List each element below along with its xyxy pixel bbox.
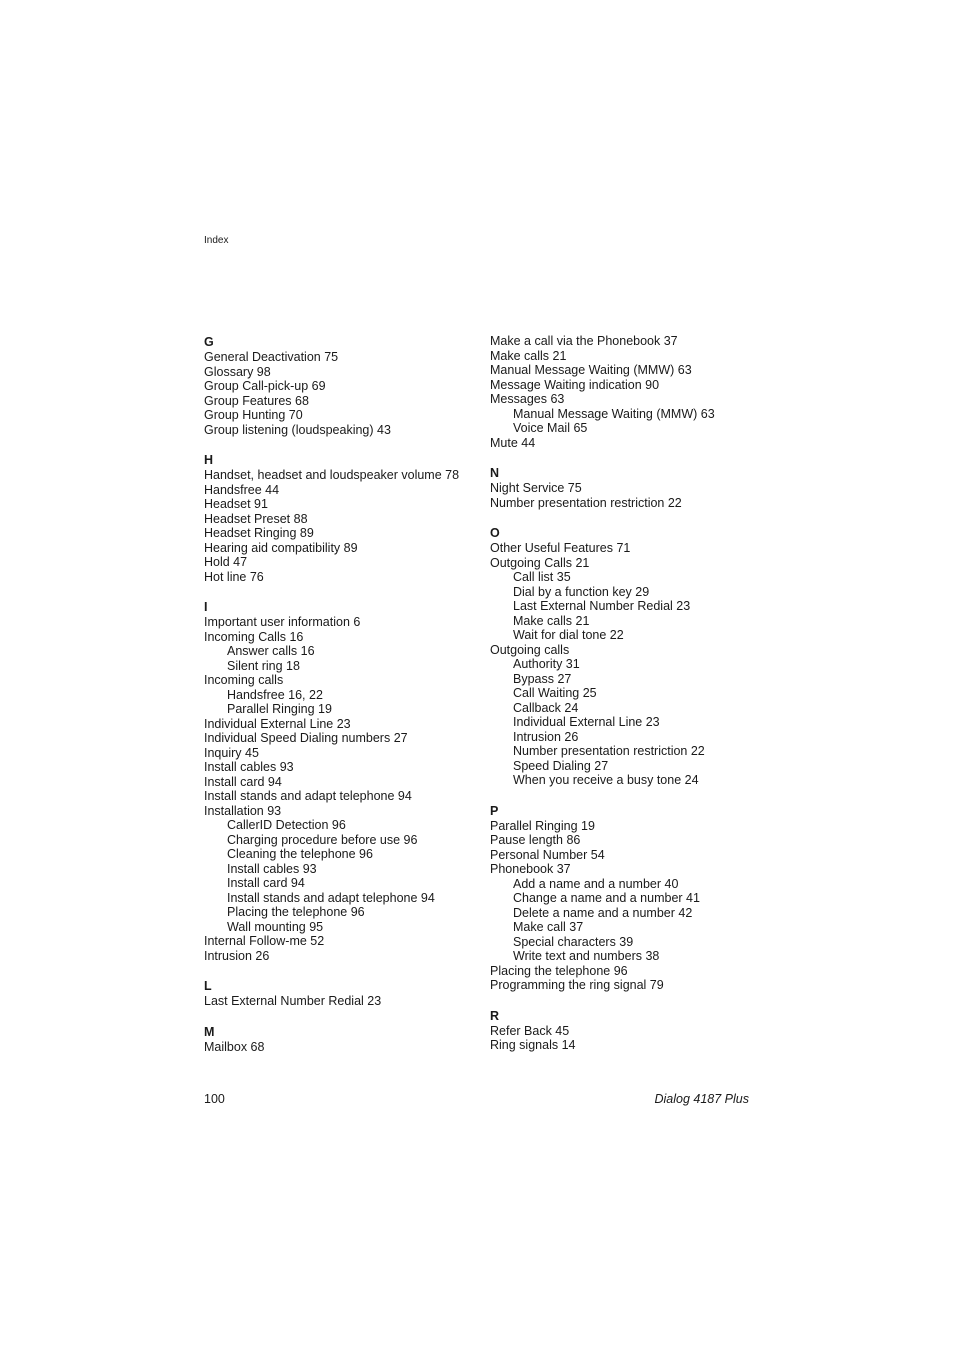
index-entry: Installation 93 [204, 803, 282, 818]
index-entry: Messages 63 [490, 392, 565, 406]
index-entry: Individual External Line 23 [204, 716, 351, 731]
index-entry: Incoming calls [204, 673, 284, 687]
index-subentry: Speed Dialing 27 [513, 758, 609, 773]
index-subentry: Install stands and adapt telephone 94 [227, 890, 435, 905]
index-subentry: When you receive a busy tone 24 [513, 773, 699, 787]
index-entry: Headset 91 [204, 497, 268, 511]
index-subentry: Write text and numbers 38 [513, 949, 660, 963]
index-section [204, 978, 484, 1009]
index-entry: Inquiry 45 [204, 745, 259, 760]
index-subentry: Install card 94 [227, 876, 305, 890]
index-subentry: Bypass 27 [513, 671, 572, 686]
index-entry: Install cables 93 [204, 760, 294, 774]
section-letter: R [490, 1008, 500, 1023]
index-column-right [490, 334, 770, 1068]
index-entry: Make calls 21 [490, 348, 567, 363]
index-entry: Placing the telephone 96 [490, 963, 628, 978]
index-entry: Group Call-pick-up 69 [204, 379, 326, 393]
index-subentry: Individual External Line 23 [513, 715, 660, 729]
index-section [490, 334, 770, 450]
index-subentry: CallerID Detection 96 [227, 818, 346, 832]
index-entry: Refer Back 45 [490, 1023, 570, 1038]
index-entry: Handsfree 44 [204, 482, 280, 497]
index-column-left [204, 334, 484, 1069]
page-number: 100 [204, 1092, 225, 1106]
index-subentry: Manual Message Waiting (MMW) 63 [513, 406, 715, 421]
index-subentry: Special characters 39 [513, 934, 634, 949]
index-subentry: Number presentation restriction 22 [513, 744, 705, 758]
index-subentry: Dial by a function key 29 [513, 584, 650, 599]
running-header: Index [204, 235, 229, 246]
index-subentry: Authority 31 [513, 657, 580, 671]
index-entry: Hearing aid compatibility 89 [204, 540, 358, 555]
index-entry: Group Features 68 [204, 393, 309, 408]
index-entry: Mute 44 [490, 435, 536, 450]
index-entry: Individual Speed Dialing numbers 27 [204, 731, 408, 745]
index-entry: Parallel Ringing 19 [490, 818, 595, 833]
index-subentry: Placing the telephone 96 [227, 905, 365, 919]
index-entry: Intrusion 26 [204, 948, 270, 963]
index-entry: Pause length 86 [490, 833, 581, 847]
index-subentry: Callback 24 [513, 700, 579, 715]
index-entry: Other Useful Features 71 [490, 541, 631, 555]
product-title: Dialog 4187 Plus [654, 1092, 749, 1106]
index-subentry: Answer calls 16 [227, 644, 315, 658]
index-entry: Install card 94 [204, 774, 282, 789]
index-entry: Headset Preset 88 [204, 511, 308, 526]
index-subentry: Add a name and a number 40 [513, 876, 679, 891]
section-letter: L [204, 979, 212, 993]
index-entry: Manual Message Waiting (MMW) 63 [490, 363, 692, 377]
index-subentry: Call Waiting 25 [513, 686, 597, 700]
index-entry: Group Hunting 70 [204, 408, 303, 422]
index-subentry: Make call 37 [513, 920, 584, 934]
index-entry: Mailbox 68 [204, 1039, 265, 1054]
index-section [204, 1024, 484, 1055]
index-section [204, 452, 484, 584]
index-entry: Incoming Calls 16 [204, 629, 304, 644]
section-letter: G [204, 335, 214, 349]
index-entry: Group listening (loudspeaking) 43 [204, 422, 391, 437]
section-letter: N [490, 466, 500, 480]
index-entry: Outgoing calls [490, 642, 570, 657]
index-entry: Night Service 75 [490, 481, 582, 495]
section-letter: H [204, 453, 214, 467]
index-entry: Ring signals 14 [490, 1038, 576, 1052]
index-entry: Internal Follow-me 52 [204, 934, 325, 948]
index-subentry: Change a name and a number 41 [513, 891, 700, 905]
index-entry: Hold 47 [204, 555, 248, 569]
index-subentry: Make calls 21 [513, 613, 590, 628]
index-subentry: Last External Number Redial 23 [513, 599, 691, 613]
index-section [490, 1008, 770, 1053]
index-subentry: Parallel Ringing 19 [227, 702, 332, 716]
index-section [490, 465, 770, 510]
index-subentry: Handsfree 16, 22 [227, 687, 323, 702]
index-subentry: Silent ring 18 [227, 658, 300, 673]
index-section [490, 525, 770, 788]
index-entry: Phonebook 37 [490, 862, 571, 876]
index-subentry: Voice Mail 65 [513, 421, 588, 435]
index-entry: Glossary 98 [204, 364, 271, 379]
index-subentry: Charging procedure before use 96 [227, 832, 418, 847]
index-section [204, 334, 484, 437]
index-entry: Handset, headset and loudspeaker volume 78 [204, 468, 460, 482]
index-subentry: Intrusion 26 [513, 729, 579, 744]
index-entry: Important user information 6 [204, 615, 361, 629]
index-entry: Outgoing Calls 21 [490, 555, 590, 570]
section-letter: O [490, 526, 500, 540]
index-entry: Make a call via the Phonebook 37 [490, 334, 678, 348]
index-subentry: Wait for dial tone 22 [513, 628, 624, 642]
index-section [204, 599, 484, 963]
index-entry: Personal Number 54 [490, 847, 605, 862]
index-entry: General Deactivation 75 [204, 350, 339, 364]
index-section [490, 803, 770, 993]
index-subentry: Install cables 93 [227, 861, 317, 876]
index-subentry: Call list 35 [513, 570, 571, 584]
index-entry: Hot line 76 [204, 569, 264, 584]
index-entry: Number presentation restriction 22 [490, 495, 682, 510]
index-entry: Install stands and adapt telephone 94 [204, 789, 412, 803]
index-subentry: Wall mounting 95 [227, 919, 324, 934]
section-letter: M [204, 1024, 215, 1039]
index-entry: Last External Number Redial 23 [204, 994, 382, 1008]
section-letter: I [204, 600, 208, 614]
index-entry: Programming the ring signal 79 [490, 978, 664, 992]
index-subentry: Cleaning the telephone 96 [227, 847, 373, 861]
section-letter: P [490, 803, 499, 818]
index-subentry: Delete a name and a number 42 [513, 905, 693, 920]
index-entry: Headset Ringing 89 [204, 526, 314, 540]
index-entry: Message Waiting indication 90 [490, 377, 660, 392]
